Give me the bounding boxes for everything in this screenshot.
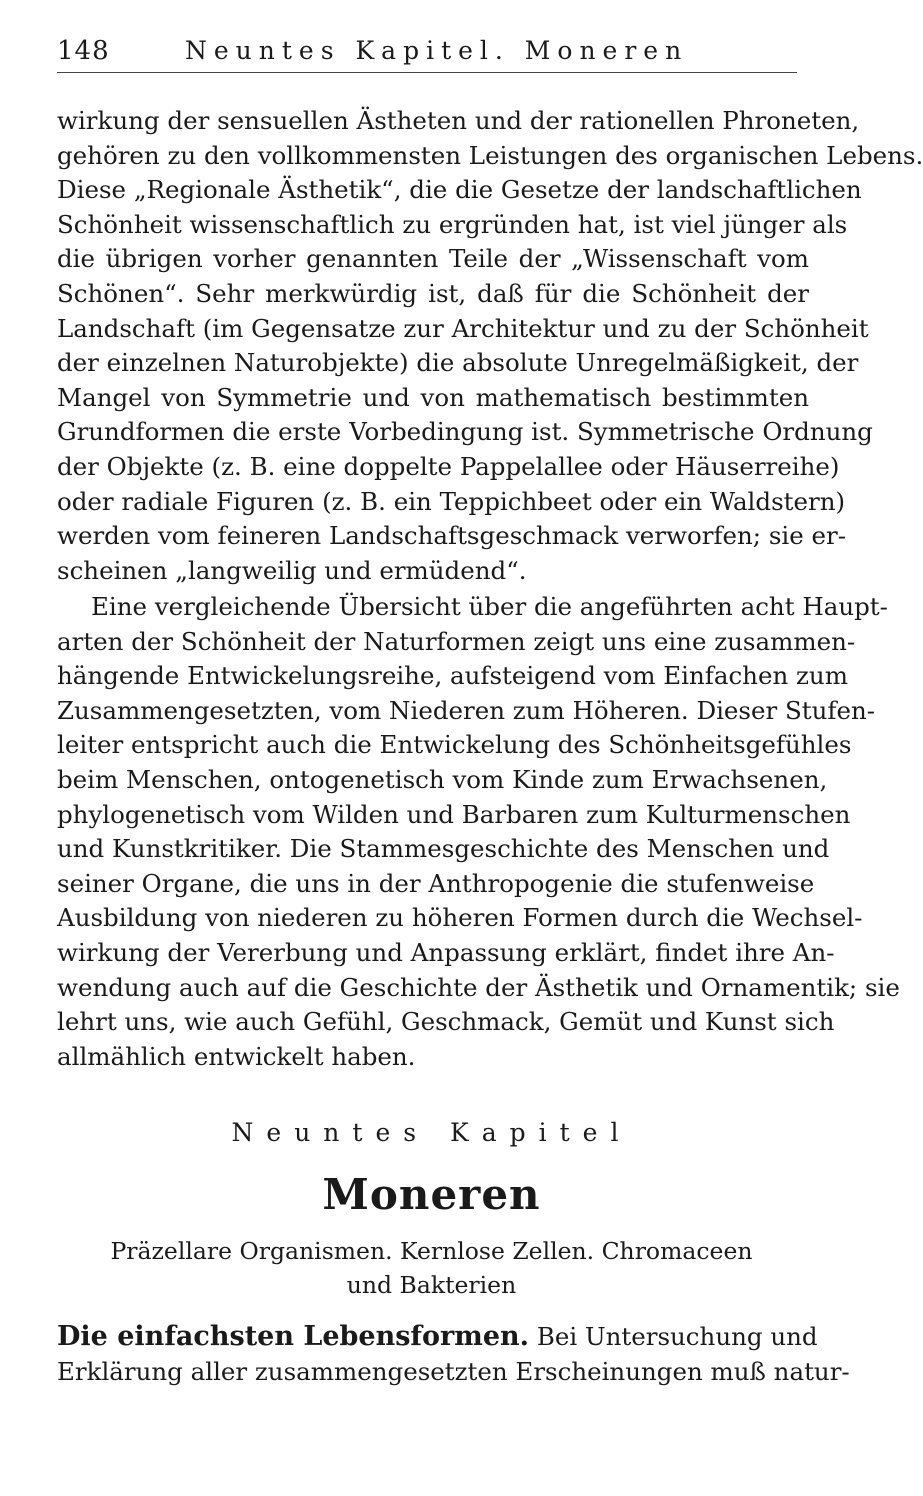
text-line: allmählich entwickelt haben. <box>57 1041 416 1071</box>
text-line: gehören zu den vollkommensten Leistungen des organischen Lebens. <box>57 140 923 170</box>
chapter-title: Moneren <box>322 1170 541 1219</box>
paragraph-2 <box>57 590 900 1074</box>
closing-paragraph <box>57 1320 850 1389</box>
text-line: seiner Organe, die uns in der Anthropogenie die stufenweise <box>57 868 815 898</box>
text-line: phylogenetisch vom Wilden und Barbaren zum Kulturmenschen <box>57 799 851 829</box>
text-line: Mangel von Symmetrie und von mathematisch bestimmten <box>57 382 809 412</box>
text-line: hängende Entwickelungsreihe, aufsteigend vom Einfachen zum <box>57 661 848 691</box>
header-rule <box>57 72 797 73</box>
text-line: oder radiale Figuren (z. B. ein Teppichbeet oder ein Waldstern) <box>57 486 846 516</box>
text-line: Diese „Regionale Ästhetik“, die die Gesetze der landschaftlichen <box>57 175 862 205</box>
text-line: Grundformen die erste Vorbedingung ist. Symmetrische Ordnung <box>57 417 873 447</box>
text-line: die übrigen vorher genannten Teile der „Wissenschaft vom <box>57 244 809 274</box>
chapter-subtitle-line: Präzellare Organismen. Kernlose Zellen. Chromaceen <box>110 1237 753 1265</box>
text-line: wirkung der sensuellen Ästheten und der rationellen Phroneten, <box>57 106 860 135</box>
page-number: 148 <box>57 36 110 66</box>
text-line <box>57 1320 818 1355</box>
text-line: Schönheit wissenschaftlich zu ergründen hat, ist viel jünger als <box>57 209 848 239</box>
text-line: wendung auch auf die Geschichte der Ästhetik und Ornamentik; sie <box>57 972 900 1002</box>
text-line: Schönen“. Sehr merkwürdig ist, daß für die Schönheit der <box>57 278 809 308</box>
run-in-heading: Die einfachsten Lebensformen. <box>57 1321 530 1352</box>
text-line: arten der Schönheit der Naturformen zeigt uns eine zusammen- <box>57 626 856 656</box>
running-head <box>57 30 807 74</box>
text-line: scheinen „langweilig und ermüdend“. <box>57 555 527 585</box>
text-line: werden vom feineren Landschaftsgeschmack verworfen; sie er- <box>57 521 847 551</box>
text-line: leiter entspricht auch die Entwickelung des Schönheitsgefühles <box>57 730 852 760</box>
text-line: Eine vergleichende Übersicht über die angeführten acht Haupt- <box>91 592 888 621</box>
text-run: Bei Untersuchung und <box>529 1322 818 1351</box>
chapter-subtitle <box>0 1234 863 1302</box>
running-title: Neuntes Kapitel. Moneren <box>185 36 689 65</box>
text-line: Ausbildung von niederen zu höheren Formen durch die Wechsel- <box>57 903 863 933</box>
chapter-subtitle-line: und Bakterien <box>346 1271 517 1299</box>
text-line: Zusammengesetzten, vom Niederen zum Höheren. Dieser Stufen- <box>57 695 876 725</box>
text-line: und Kunstkritiker. Die Stammesgeschichte des Menschen und <box>57 834 830 864</box>
paragraph-1 <box>57 104 923 588</box>
text-line: beim Menschen, ontogenetisch vom Kinde zum Erwachsenen, <box>57 764 828 794</box>
chapter-label: Neuntes Kapitel <box>231 1118 632 1147</box>
text-line: der einzelnen Naturobjekte) die absolute Unregelmäßigkeit, der <box>57 348 859 378</box>
text-line: wirkung der Vererbung und Anpassung erklärt, findet ihre An- <box>57 937 835 967</box>
text-line: lehrt uns, wie auch Gefühl, Geschmack, Gemüt und Kunst sich <box>57 1007 835 1037</box>
text-line: der Objekte (z. B. eine doppelte Pappelallee oder Häuserreihe) <box>57 451 840 481</box>
text-line: Erklärung aller zusammengesetzten Erscheinungen muß natur- <box>57 1356 850 1386</box>
text-line: Landschaft (im Gegensatze zur Architektur und zu der Schönheit <box>57 313 869 343</box>
